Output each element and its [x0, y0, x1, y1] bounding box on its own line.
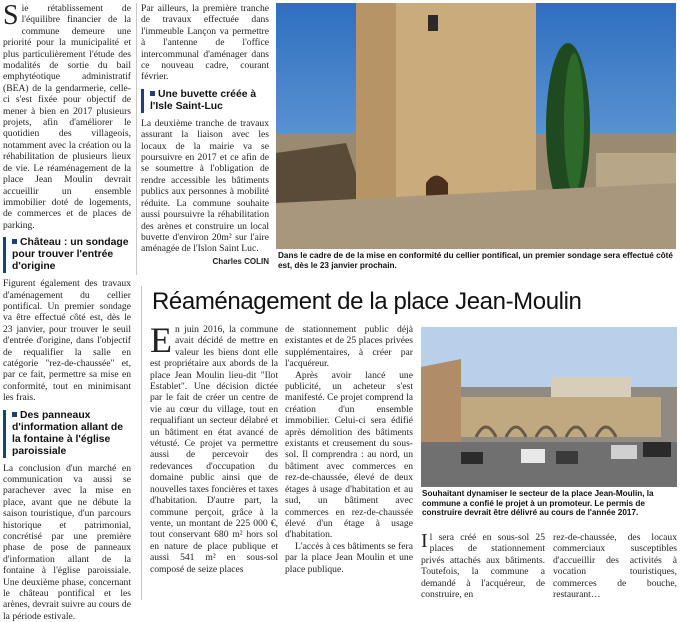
article-paragraph-b: de stationnement public déjà existantes et de 25 places privées supplémentaires, à créer par l'acquéreur. — [285, 324, 413, 370]
castle-photo-illustration — [276, 3, 676, 249]
article-column-d — [553, 532, 677, 600]
subheading-chateau: Château : un sondage pour trouver l'entrée d'origine — [3, 237, 131, 273]
subheading-buvette: Une buvette créée à l'Isle Saint-Luc — [141, 89, 269, 113]
lancon-paragraph: Par ailleurs, la première tranche de travaux effectuée dans l'immeuble Lançon va permettre à l'antenne de l'office intercommunal d'aménager dans ce nouveau cadre, courant février. — [141, 3, 269, 83]
subheading-panneaux: Des panneaux d'information allant de la fontaine à l'église paroissiale — [3, 410, 131, 458]
intro-paragraph: Sie rétablissement de l'équilibre financier de la commune demeure une priorité pour la municipalité et plus particulièrement l'étude des modalités de sortie du bail emphytéotique administratif (BEA) de la gendarmerie, celle-ci s'est fixée pour objectif de mener à bien en 2017 plusieurs projets, afin d'améliorer le quotidien des villageois, notamment avec la création ou la réhabilitation de plusieurs lieux de vie. Le réaménagement de la place Jean Moulin devrait accueillir un ensemble immobilier doté de logements, de commerces et de places de parking. — [3, 0, 131, 231]
author-signature: Charles COLIN — [212, 256, 269, 266]
article-paragraph-c: Il sera créé en sous-sol 25 places de stationnement privés attachés aux bâtiments. Toutefois, la commune a demandé à l'acquéreur, de construire, en — [421, 530, 545, 601]
castle-photo — [276, 3, 676, 249]
place-photo-illustration — [421, 327, 677, 487]
article-dropcap: E — [150, 320, 172, 360]
place-photo — [421, 327, 677, 487]
column-1 — [3, 0, 131, 622]
article-paragraph-d: rez-de-chaussée, des locaux commerciaux susceptibles d'accueillir des activités à vocation touristiques, commerces de bouche, restaurant… — [553, 532, 677, 601]
panneaux-paragraph: La conclusion d'un marché en communication va aussi se parachever avec la mise en place, avant que ne débute la saison touristique, d'un parcours historique et patrimonial, concrétisé par une première phase de pose de panneaux d'information allant de la fontaine à l'église paroissiale. Une deuxième phase, concernant le château pontifical et les arènes, devrait suivre au cours de la période estivale. — [3, 462, 131, 622]
bullet-square-icon — [150, 91, 155, 96]
article-paragraph-b2: Après avoir lancé une publicité, un acheteur s'est manifesté. Ce projet comprend la création d'un ensemble immobilier. Celui-ci sera édifié après démolition des bâtiments existants et creusement du sous-sol. Il comprendra : au nord, un bâtiment avec commerces en rez-de-chaussée, élevé de deux étages à usage d'habitation et au sud, un bâtiment avec commerces en rez-de-chaussée élevé d'un étage à usage d'habitation. — [285, 369, 413, 541]
place-photo-caption: Souhaitant dynamiser le secteur de la place Jean-Moulin, la commune a confié le projet à un promoteur. Le permis de construire devrait être délivré au cours de l'année 2017. — [422, 489, 654, 518]
article-column-b — [285, 324, 413, 575]
article-dropcap-2: I — [421, 530, 428, 552]
article-headline: Réaménagement de la place Jean-Moulin — [152, 288, 582, 315]
article-paragraph-b3: L'accès à ces bâtiments se fera par la place Jean Moulin et une place publique. — [285, 540, 413, 575]
column-2 — [141, 3, 269, 266]
castle-photo-caption: Dans le cadre de de la mise en conformité du cellier pontifical, un premier sondage sera effectué côté est, dès le 23 janvier prochain. — [278, 251, 673, 270]
chateau-paragraph: Figurent également des travaux d'aménagement du cellier pontifical. Un premier sondage va être effectué côté est, dès le 23 janvier, pour trouver le seuil d'entrée d'origine, dans l'objectif de requalifier la salle en catégorie "rez-de-chaussée" et, par ce fait, permettre sa mise en conformité, tout en minimisant les frais. — [3, 278, 131, 404]
bullet-square-icon — [12, 239, 17, 244]
article-column-a — [150, 320, 278, 575]
column-divider — [136, 3, 137, 275]
column-divider — [141, 286, 142, 600]
buvette-paragraph: La deuxième tranche de travaux assurant la liaison avec les locaux de la mairie va se poursuivre en 2017 et ce afin de se soumettre à l'obligation de rendre accessible les bâtiments publics aux personnes à mobilité réduite. La commune souhaite aussi poursuivre la réhabilitation des arènes et construire un local buvette d'environ 20m² sur l'aire aménagée de l'Islon Saint Luc. — [141, 117, 269, 255]
article-paragraph-a: En juin 2016, la commune avait décidé de mettre en valeur les biens dont elle est propriétaire aux abords de la place Jean Moulin lieu-dit "Ilot Establet". Une décision dictée par le fait de créer un centre de vie au cœur du village, tout en requalifiant un secteur délabré et un bâtiment en état avancé de vétusté. Ce projet va permettre aussi de percevoir des redevances d'occupation du domaine public ainsi que de nouvelles taxes foncières et taxes d'habitation. D'autre part, la commune perçoit, grâce à la vente, un montant de 225 000 €, tout conservant 680 m² hors sol en nature de place publique et aussi 541 m² en sous-sol composé de seize places — [150, 320, 278, 575]
article-column-c — [421, 532, 545, 600]
intro-dropcap: S — [3, 0, 19, 31]
bullet-square-icon — [12, 412, 17, 417]
